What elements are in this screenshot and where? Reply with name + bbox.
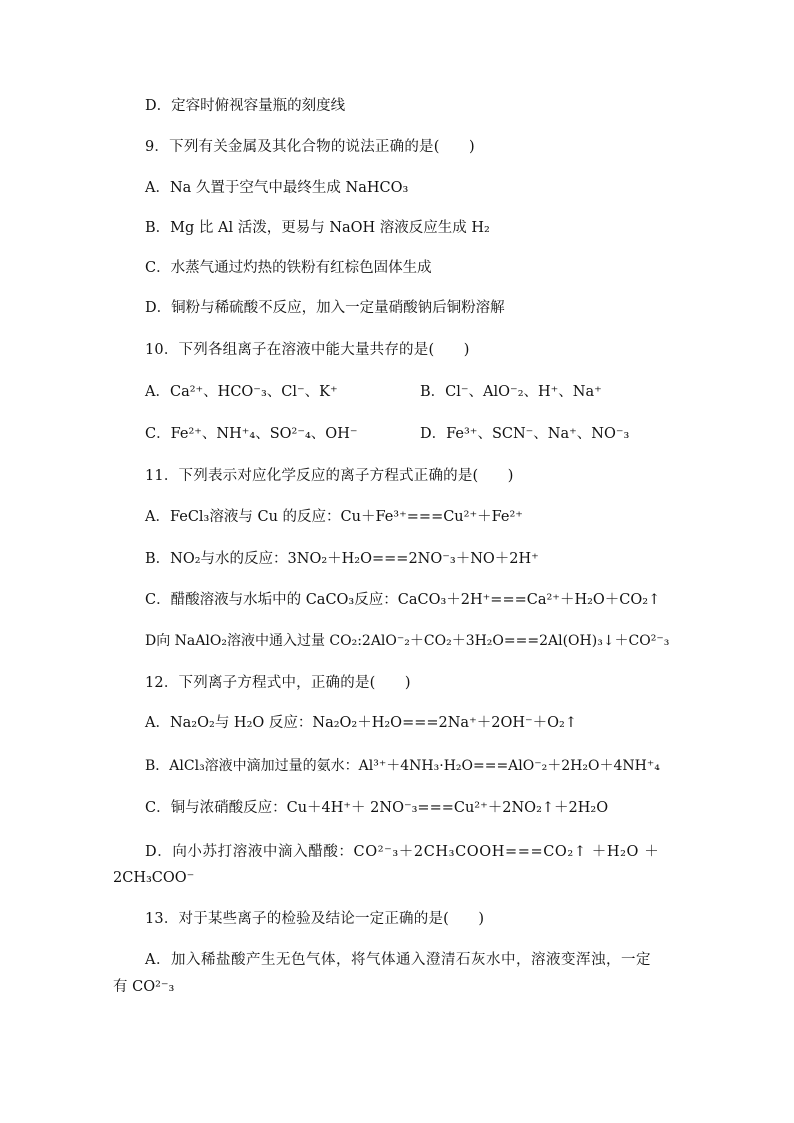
question-10: 10．下列各组离子在溶液中能大量共存的是( ) [145,342,470,358]
q12-option-c: C．铜与浓硝酸反应：Cu＋4H⁺＋ 2NO⁻₃===Cu²⁺＋2NO₂↑＋2H₂O [145,800,609,816]
q10-option-a: A．Ca²⁺、HCO⁻₃、Cl⁻、K⁺ [145,384,338,400]
q12-option-d-line1 [145,842,680,862]
q13-option-a-line2: 有 CO²⁻₃ [113,979,175,995]
q10-option-c: C．Fe²⁺、NH⁺₄、SO²⁻₄、OH⁻ [145,426,358,442]
q10-option-b: B．Cl⁻、AlO⁻₂、H⁺、Na⁺ [420,384,602,400]
q9-option-a: A．Na 久置于空气中最终生成 NaHCO₃ [145,180,409,196]
q12-option-d-line2: 2CH₃COO⁻ [113,870,195,886]
q12-option-a: A．Na₂O₂与 H₂O 反应：Na₂O₂＋H₂O===2Na⁺＋2OH⁻＋O₂↑ [145,715,577,731]
q8-option-d: D．定容时俯视容量瓶的刻度线 [145,98,346,114]
question-11: 11．下列表示对应化学反应的离子方程式正确的是( ) [145,468,514,484]
q12-option-b: B．AlCl₃溶液中滴加过量的氨水：Al³⁺＋4NH₃·H₂O===AlO⁻₂＋2H₂O＋4NH⁺₄ [145,758,660,774]
q9-option-c: C．水蒸气通过灼热的铁粉有红棕色固体生成 [145,260,432,276]
q11-option-d: D向 NaAlO₂溶液中通入过量 CO₂:2AlO⁻₂＋CO₂＋3H₂O===2Al(OH)₃↓＋CO²⁻₃ [145,633,670,649]
q12-option-d-text: D．向小苏打溶液中滴入醋酸：CO²⁻₃＋2CH₃COOH===CO₂↑ ＋H₂O ＋ [145,844,660,860]
question-13: 13．对于某些离子的检验及结论一定正确的是( ) [145,911,485,927]
q10-option-d: D．Fe³⁺、SCN⁻、Na⁺、NO⁻₃ [420,426,630,442]
q13-option-a-line1: A．加入稀盐酸产生无色气体，将气体通入澄清石灰水中，溶液变浑浊，一定 [145,952,651,968]
q9-option-b: B．Mg 比 Al 活泼，更易与 NaOH 溶液反应生成 H₂ [145,220,490,236]
q11-option-b: B．NO₂与水的反应：3NO₂＋H₂O===2NO⁻₃＋NO＋2H⁺ [145,551,539,567]
question-9: 9．下列有关金属及其化合物的说法正确的是( ) [145,139,475,155]
q9-option-d: D．铜粉与稀硫酸不反应，加入一定量硝酸钠后铜粉溶解 [145,300,505,316]
q11-option-c: C．醋酸溶液与水垢中的 CaCO₃反应：CaCO₃＋2H⁺===Ca²⁺＋H₂O＋CO₂↑ [145,592,661,608]
question-12: 12．下列离子方程式中，正确的是( ) [145,675,411,691]
q11-option-a: A．FeCl₃溶液与 Cu 的反应：Cu＋Fe³⁺===Cu²⁺＋Fe²⁺ [145,509,523,525]
